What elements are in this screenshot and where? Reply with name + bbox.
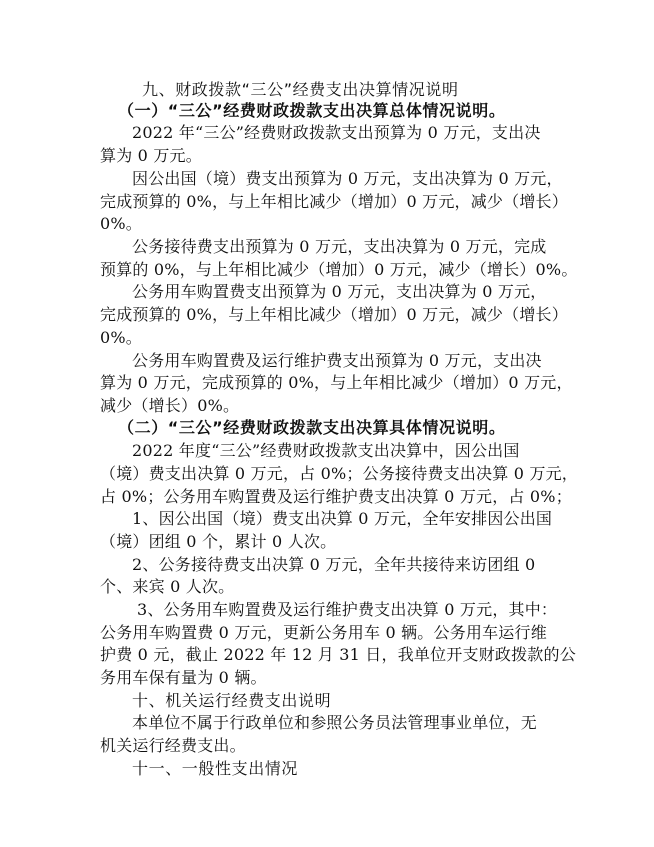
s9-sub2-p4-line1: 3、公务用车购置费及运行维护费支出决算 0 万元，其中： [137, 600, 558, 619]
s9-sub1-p3-line2: 预算的 0%，与上年相比减少（增加）0 万元，减少（增长）0%。 [100, 260, 578, 279]
s9-sub2-p4-line4: 务用车保有量为 0 辆。 [100, 668, 267, 687]
s9-sub2-p1-line3: 占 0%；公务用车购置费及运行维护费支出决算 0 万元，占 0%； [100, 487, 572, 506]
s9-sub2-p2-line1: 1、因公出国（境）费支出决算 0 万元，全年安排因公出国 [132, 509, 553, 528]
s9-sub2-p1-line2: （境）费支出决算 0 万元，占 0%；公务接待费支出决算 0 万元， [100, 464, 578, 483]
s9-sub1-p5-line2: 算为 0 万元，完成预算的 0%，与上年相比减少（增加）0 万元， [100, 373, 573, 392]
section-9-sub2-title: （二）“三公”经费财政拨款支出决算具体情况说明。 [118, 418, 506, 437]
s9-sub1-p3-line1: 公务接待费支出预算为 0 万元，支出决算为 0 万元，完成 [132, 237, 547, 256]
s9-sub2-p2-line2: （境）团组 0 个，累计 0 人次。 [100, 532, 337, 551]
s9-sub1-p2-line3: 0%。 [100, 214, 142, 233]
s9-sub1-p2-line2: 完成预算的 0%，与上年相比减少（增加）0 万元，减少（增长） [100, 192, 568, 211]
section-9-sub1-title: （一）“三公”经费财政拨款支出决算总体情况说明。 [118, 101, 506, 120]
s10-p1-line1: 本单位不属于行政单位和参照公务员法管理事业单位，无 [132, 713, 538, 732]
s10-p1-line2: 机关运行经费支出。 [100, 736, 246, 755]
section-10-title: 十、机关运行经费支出说明 [132, 691, 332, 710]
s9-sub1-p1-line2: 算为 0 万元。 [100, 146, 202, 165]
section-9-title: 九、财政拨款“三公”经费支出决算情况说明 [142, 80, 459, 99]
s9-sub1-p4-line1: 公务用车购置费支出预算为 0 万元，支出决算为 0 万元， [132, 282, 547, 301]
s9-sub1-p4-line3: 0%。 [100, 328, 142, 347]
s9-sub2-p1-line1: 2022 年度“三公”经费财政拨款支出决算中，因公出国 [132, 441, 520, 460]
s9-sub1-p4-line2: 完成预算的 0%，与上年相比减少（增加）0 万元，减少（增长） [100, 305, 568, 324]
s9-sub2-p4-line2: 公务用车购置费 0 万元，更新公务用车 0 辆。公务用车运行维 [100, 623, 547, 642]
s9-sub2-p3-line1: 2、公务接待费支出决算 0 万元，全年共接待来访团组 0 [132, 555, 536, 574]
s9-sub2-p4-line3: 护费 0 元，截止 2022 年 12 月 31 日，我单位开支财政拨款的公 [100, 645, 576, 664]
s9-sub1-p5-line3: 减少（增长）0%。 [100, 396, 240, 415]
s9-sub2-p3-line2: 个、来宾 0 人次。 [100, 577, 235, 596]
section-11-title: 十一、一般性支出情况 [132, 759, 299, 778]
s9-sub1-p2-line1: 因公出国（境）费支出预算为 0 万元，支出决算为 0 万元， [132, 169, 563, 188]
s9-sub1-p5-line1: 公务用车购置费及运行维护费支出预算为 0 万元，支出决 [132, 351, 542, 370]
s9-sub1-p1-line1: 2022 年“三公”经费财政拨款支出预算为 0 万元，支出决 [132, 123, 541, 142]
